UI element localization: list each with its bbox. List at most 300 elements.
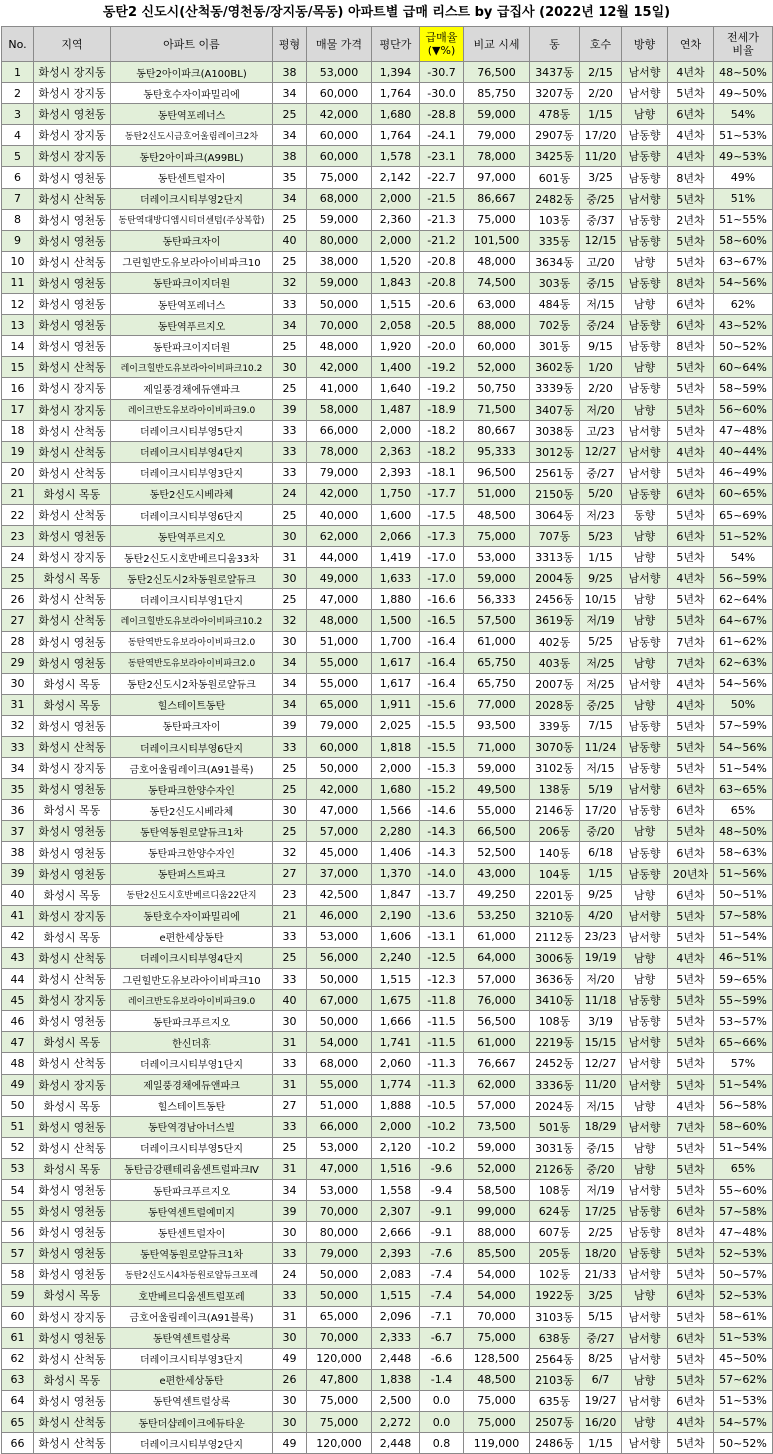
cell-compare-price: 65,750 (464, 673, 530, 694)
cell-direction: 남서향 (622, 62, 668, 83)
cell-price: 70,000 (307, 1327, 372, 1348)
cell-region: 화성시 영천동 (34, 272, 111, 293)
cell-discount-rate: -7.4 (420, 1285, 464, 1306)
cell-floor: 중/20 (580, 821, 622, 842)
cell-discount-rate: -15.3 (420, 758, 464, 779)
header-direction: 방향 (622, 27, 668, 62)
cell-floor: 10/15 (580, 589, 622, 610)
cell-size: 34 (273, 694, 307, 715)
cell-discount-rate: -11.3 (420, 1053, 464, 1074)
cell-price: 53,000 (307, 1137, 372, 1158)
cell-no: 19 (2, 441, 34, 462)
cell-apartment-name: 동탄센트럴자이 (111, 1222, 273, 1243)
cell-jeonse-ratio: 51~54% (714, 1074, 773, 1095)
cell-apartment-name: 동탄역경남아너스빌 (111, 1116, 273, 1137)
cell-compare-price: 73,500 (464, 1116, 530, 1137)
cell-direction: 남동향 (622, 758, 668, 779)
cell-size: 27 (273, 863, 307, 884)
table-row (2, 399, 773, 420)
cell-year: 5년차 (668, 1032, 714, 1053)
cell-floor: 2/20 (580, 378, 622, 399)
cell-no: 50 (2, 1095, 34, 1116)
cell-direction: 남동향 (622, 863, 668, 884)
cell-direction: 남서향 (622, 462, 668, 483)
cell-region: 화성시 장지동 (34, 125, 111, 146)
cell-no: 49 (2, 1074, 34, 1095)
cell-year: 5년차 (668, 188, 714, 209)
cell-discount-rate: -21.2 (420, 230, 464, 251)
cell-region: 화성시 영천동 (34, 1327, 111, 1348)
table-row (2, 1095, 773, 1116)
cell-size: 33 (273, 1243, 307, 1264)
cell-direction: 남향 (622, 357, 668, 378)
cell-size: 39 (273, 715, 307, 736)
table-row (2, 1158, 773, 1179)
cell-price-per-pyeong: 2,240 (372, 947, 420, 968)
cell-dong: 3407동 (530, 399, 580, 420)
header-discount-rate-unit: (▼%) (427, 44, 456, 57)
cell-dong: 2112동 (530, 926, 580, 947)
cell-compare-price: 101,500 (464, 230, 530, 251)
cell-price: 60,000 (307, 146, 372, 167)
cell-jeonse-ratio: 53~57% (714, 1011, 773, 1032)
cell-dong: 635동 (530, 1390, 580, 1411)
cell-floor: 저/20 (580, 399, 622, 420)
cell-jeonse-ratio: 51~52% (714, 526, 773, 547)
cell-jeonse-ratio: 48~50% (714, 62, 773, 83)
cell-no: 30 (2, 673, 34, 694)
table-row (2, 547, 773, 568)
table-row (2, 821, 773, 842)
cell-discount-rate: -11.3 (420, 1074, 464, 1095)
cell-jeonse-ratio: 51~53% (714, 1390, 773, 1411)
cell-jeonse-ratio: 56~60% (714, 399, 773, 420)
cell-floor: 17/25 (580, 1201, 622, 1222)
cell-jeonse-ratio: 51~54% (714, 926, 773, 947)
cell-discount-rate: -22.7 (420, 167, 464, 188)
cell-size: 25 (273, 821, 307, 842)
cell-discount-rate: -17.5 (420, 504, 464, 525)
cell-jeonse-ratio: 65~69% (714, 504, 773, 525)
cell-no: 59 (2, 1285, 34, 1306)
table-row (2, 589, 773, 610)
cell-apartment-name: 동탄역포레너스 (111, 104, 273, 125)
cell-discount-rate: -13.7 (420, 884, 464, 905)
cell-floor: 23/23 (580, 926, 622, 947)
cell-compare-price: 54,000 (464, 1264, 530, 1285)
cell-size: 33 (273, 926, 307, 947)
cell-size: 32 (273, 610, 307, 631)
cell-dong: 335동 (530, 230, 580, 251)
table-row (2, 272, 773, 293)
cell-price-per-pyeong: 1,520 (372, 251, 420, 272)
cell-jeonse-ratio: 55~60% (714, 1179, 773, 1200)
table-row (2, 251, 773, 272)
cell-price-per-pyeong: 1,640 (372, 378, 420, 399)
cell-no: 6 (2, 167, 34, 188)
cell-size: 26 (273, 1369, 307, 1390)
cell-size: 25 (273, 947, 307, 968)
cell-price: 80,000 (307, 230, 372, 251)
cell-year: 5년차 (668, 1306, 714, 1327)
cell-dong: 601동 (530, 167, 580, 188)
cell-direction: 남동향 (622, 842, 668, 863)
cell-price: 58,000 (307, 399, 372, 420)
cell-no: 7 (2, 188, 34, 209)
cell-no: 11 (2, 272, 34, 293)
cell-jeonse-ratio: 45~50% (714, 1348, 773, 1369)
cell-apartment-name: 레이크힐반도유보라아이비파크10.2 (111, 357, 273, 378)
cell-jeonse-ratio: 51~53% (714, 1327, 773, 1348)
cell-price: 60,000 (307, 83, 372, 104)
cell-year: 2년차 (668, 209, 714, 230)
cell-price-per-pyeong: 2,448 (372, 1348, 420, 1369)
cell-dong: 2004동 (530, 568, 580, 589)
cell-discount-rate: -17.0 (420, 568, 464, 589)
table-row (2, 315, 773, 336)
table-row (2, 1433, 773, 1454)
cell-direction: 남서향 (622, 1327, 668, 1348)
cell-compare-price: 95,333 (464, 441, 530, 462)
cell-year: 6년차 (668, 884, 714, 905)
table-row (2, 800, 773, 821)
cell-dong: 102동 (530, 1264, 580, 1285)
cell-region: 화성시 장지동 (34, 399, 111, 420)
cell-floor: 16/20 (580, 1412, 622, 1433)
cell-jeonse-ratio: 54~56% (714, 272, 773, 293)
cell-jeonse-ratio: 57% (714, 1053, 773, 1074)
cell-price-per-pyeong: 2,058 (372, 315, 420, 336)
cell-jeonse-ratio: 65% (714, 1158, 773, 1179)
cell-year: 6년차 (668, 483, 714, 504)
cell-apartment-name: 더레이크시티부영3단지 (111, 462, 273, 483)
cell-discount-rate: -16.4 (420, 652, 464, 673)
cell-floor: 12/27 (580, 441, 622, 462)
cell-discount-rate: -15.5 (420, 715, 464, 736)
cell-region: 화성시 영천동 (34, 652, 111, 673)
cell-direction: 남향 (622, 884, 668, 905)
cell-price: 67,000 (307, 990, 372, 1011)
cell-dong: 3102동 (530, 758, 580, 779)
cell-dong: 638동 (530, 1327, 580, 1348)
table-row (2, 188, 773, 209)
cell-year: 20년차 (668, 863, 714, 884)
cell-dong: 2007동 (530, 673, 580, 694)
cell-direction: 남서향 (622, 1390, 668, 1411)
cell-price: 66,000 (307, 1116, 372, 1137)
table-row (2, 652, 773, 673)
cell-compare-price: 76,667 (464, 1053, 530, 1074)
cell-price: 40,000 (307, 504, 372, 525)
cell-price-per-pyeong: 1,666 (372, 1011, 420, 1032)
cell-floor: 저/19 (580, 1179, 622, 1200)
cell-dong: 3619동 (530, 610, 580, 631)
cell-direction: 남서향 (622, 905, 668, 926)
table-row (2, 568, 773, 589)
table-row (2, 926, 773, 947)
cell-price-per-pyeong: 2,000 (372, 1116, 420, 1137)
cell-region: 화성시 영천동 (34, 631, 111, 652)
cell-apartment-name: 더레이크시티부영1단지 (111, 1053, 273, 1074)
cell-size: 30 (273, 357, 307, 378)
cell-region: 화성시 목동 (34, 673, 111, 694)
cell-jeonse-ratio: 50~51% (714, 884, 773, 905)
cell-discount-rate: -20.5 (420, 315, 464, 336)
cell-price: 57,000 (307, 821, 372, 842)
cell-compare-price: 57,500 (464, 610, 530, 631)
cell-no: 18 (2, 420, 34, 441)
cell-price-per-pyeong: 1,764 (372, 125, 420, 146)
cell-discount-rate: -20.0 (420, 336, 464, 357)
cell-apartment-name: 제일풍경채에듀앤파크 (111, 378, 273, 399)
cell-dong: 2028동 (530, 694, 580, 715)
cell-compare-price: 58,500 (464, 1179, 530, 1200)
cell-apartment-name: 동탄역포레너스 (111, 294, 273, 315)
cell-discount-rate: -19.2 (420, 357, 464, 378)
cell-direction: 남동향 (622, 483, 668, 504)
cell-price-per-pyeong: 1,920 (372, 336, 420, 357)
cell-floor: 5/20 (580, 483, 622, 504)
cell-dong: 103동 (530, 209, 580, 230)
cell-year: 8년차 (668, 1222, 714, 1243)
cell-no: 32 (2, 715, 34, 736)
cell-price-per-pyeong: 1,741 (372, 1032, 420, 1053)
cell-discount-rate: -6.7 (420, 1327, 464, 1348)
cell-dong: 2103동 (530, 1369, 580, 1390)
cell-price-per-pyeong: 1,558 (372, 1179, 420, 1200)
cell-price-per-pyeong: 1,600 (372, 504, 420, 525)
cell-size: 38 (273, 62, 307, 83)
table-row (2, 1222, 773, 1243)
cell-region: 화성시 산척동 (34, 969, 111, 990)
cell-apartment-name: 동탄2신도시호반베르디움22단지 (111, 884, 273, 905)
table-row (2, 1201, 773, 1222)
cell-discount-rate: -20.8 (420, 272, 464, 293)
cell-year: 5년차 (668, 1264, 714, 1285)
cell-dong: 2507동 (530, 1412, 580, 1433)
cell-apartment-name: 동탄센트럴자이 (111, 167, 273, 188)
table-row (2, 758, 773, 779)
cell-floor: 1/15 (580, 547, 622, 568)
cell-size: 25 (273, 104, 307, 125)
cell-discount-rate: -16.6 (420, 589, 464, 610)
cell-floor: 9/25 (580, 568, 622, 589)
cell-compare-price: 93,500 (464, 715, 530, 736)
cell-region: 화성시 산척동 (34, 589, 111, 610)
cell-compare-price: 71,000 (464, 737, 530, 758)
cell-direction: 남동향 (622, 800, 668, 821)
cell-compare-price: 52,000 (464, 1158, 530, 1179)
cell-year: 5년차 (668, 969, 714, 990)
cell-discount-rate: -17.0 (420, 547, 464, 568)
cell-size: 31 (273, 1032, 307, 1053)
cell-floor: 고/23 (580, 420, 622, 441)
cell-dong: 3437동 (530, 62, 580, 83)
cell-region: 화성시 영천동 (34, 294, 111, 315)
cell-dong: 3006동 (530, 947, 580, 968)
cell-discount-rate: -16.4 (420, 631, 464, 652)
table-row (2, 947, 773, 968)
cell-region: 화성시 영천동 (34, 821, 111, 842)
cell-discount-rate: -11.8 (420, 990, 464, 1011)
cell-jeonse-ratio: 56~59% (714, 568, 773, 589)
cell-year: 4년차 (668, 568, 714, 589)
cell-year: 4년차 (668, 62, 714, 83)
cell-apartment-name: 더레이크시티부영2단지 (111, 1433, 273, 1454)
cell-apartment-name: 동탄퍼스트파크 (111, 863, 273, 884)
cell-dong: 3012동 (530, 441, 580, 462)
cell-apartment-name: 더레이크시티부영4단지 (111, 441, 273, 462)
cell-region: 화성시 장지동 (34, 905, 111, 926)
cell-dong: 3070동 (530, 737, 580, 758)
cell-year: 5년차 (668, 589, 714, 610)
cell-price: 48,000 (307, 610, 372, 631)
cell-compare-price: 66,500 (464, 821, 530, 842)
cell-compare-price: 48,000 (464, 251, 530, 272)
cell-price: 120,000 (307, 1433, 372, 1454)
cell-floor: 5/23 (580, 526, 622, 547)
cell-dong: 140동 (530, 842, 580, 863)
cell-dong: 108동 (530, 1011, 580, 1032)
cell-apartment-name: 동탄역동원로얄듀크1차 (111, 1243, 273, 1264)
cell-discount-rate: -11.5 (420, 1032, 464, 1053)
table-row (2, 715, 773, 736)
cell-compare-price: 61,000 (464, 1032, 530, 1053)
cell-no: 15 (2, 357, 34, 378)
cell-price: 120,000 (307, 1348, 372, 1369)
cell-floor: 11/20 (580, 146, 622, 167)
cell-dong: 501동 (530, 1116, 580, 1137)
cell-size: 33 (273, 420, 307, 441)
cell-dong: 206동 (530, 821, 580, 842)
cell-price: 37,000 (307, 863, 372, 884)
cell-price: 55,000 (307, 652, 372, 673)
cell-size: 33 (273, 1285, 307, 1306)
cell-direction: 남동향 (622, 1201, 668, 1222)
cell-compare-price: 51,000 (464, 483, 530, 504)
cell-floor: 7/15 (580, 715, 622, 736)
cell-price-per-pyeong: 1,515 (372, 969, 420, 990)
cell-region: 화성시 산척동 (34, 947, 111, 968)
header-size: 평형 (273, 27, 307, 62)
cell-jeonse-ratio: 55~59% (714, 990, 773, 1011)
cell-compare-price: 62,000 (464, 1074, 530, 1095)
table-row (2, 1053, 773, 1074)
cell-no: 47 (2, 1032, 34, 1053)
cell-apartment-name: 동탄2신도시호반베르디움33차 (111, 547, 273, 568)
cell-no: 44 (2, 969, 34, 990)
cell-no: 25 (2, 568, 34, 589)
cell-no: 17 (2, 399, 34, 420)
cell-apartment-name: 동탄역푸르지오 (111, 526, 273, 547)
cell-year: 5년차 (668, 1158, 714, 1179)
cell-price-per-pyeong: 2,307 (372, 1201, 420, 1222)
cell-size: 30 (273, 526, 307, 547)
cell-price-per-pyeong: 1,500 (372, 610, 420, 631)
cell-price: 42,000 (307, 483, 372, 504)
cell-apartment-name: 동탄금강펜테리움센트럴파크Ⅳ (111, 1158, 273, 1179)
cell-price: 79,000 (307, 1243, 372, 1264)
table-row (2, 483, 773, 504)
cell-year: 5년차 (668, 462, 714, 483)
cell-region: 화성시 산척동 (34, 504, 111, 525)
table-row (2, 1306, 773, 1327)
cell-apartment-name: 더레이크시티부영1단지 (111, 589, 273, 610)
cell-price: 50,000 (307, 1264, 372, 1285)
cell-apartment-name: 더레이크시티부영4단지 (111, 947, 273, 968)
cell-size: 49 (273, 1348, 307, 1369)
header-discount-rate-label: 급매율 (425, 31, 458, 44)
cell-year: 5년차 (668, 1053, 714, 1074)
cell-year: 5년차 (668, 230, 714, 251)
header-jeonse-ratio-label: 전세가 (727, 31, 759, 44)
cell-discount-rate: -14.3 (420, 821, 464, 842)
table-row (2, 631, 773, 652)
table-row (2, 146, 773, 167)
cell-dong: 3602동 (530, 357, 580, 378)
cell-discount-rate: -16.5 (420, 610, 464, 631)
cell-price: 44,000 (307, 547, 372, 568)
table-row (2, 378, 773, 399)
cell-price-per-pyeong: 2,025 (372, 715, 420, 736)
cell-compare-price: 99,000 (464, 1201, 530, 1222)
cell-price-per-pyeong: 1,606 (372, 926, 420, 947)
table-row (2, 504, 773, 525)
cell-no: 38 (2, 842, 34, 863)
cell-direction: 남서향 (622, 1264, 668, 1285)
cell-dong: 339동 (530, 715, 580, 736)
table-row (2, 104, 773, 125)
cell-dong: 707동 (530, 526, 580, 547)
cell-jeonse-ratio: 58~59% (714, 378, 773, 399)
header-row (2, 27, 773, 62)
cell-no: 54 (2, 1179, 34, 1200)
cell-region: 화성시 산척동 (34, 1348, 111, 1369)
cell-price-per-pyeong: 2,142 (372, 167, 420, 188)
table-row (2, 1369, 773, 1390)
cell-compare-price: 61,000 (464, 631, 530, 652)
cell-jeonse-ratio: 60~65% (714, 483, 773, 504)
table-row (2, 1032, 773, 1053)
cell-price-per-pyeong: 2,363 (372, 441, 420, 462)
cell-compare-price: 59,000 (464, 758, 530, 779)
cell-apartment-name: 레이크힐반도유보라아이비파크10.2 (111, 610, 273, 631)
cell-dong: 3634동 (530, 251, 580, 272)
cell-region: 화성시 산척동 (34, 1053, 111, 1074)
header-name: 아파트 이름 (111, 27, 273, 62)
cell-size: 40 (273, 230, 307, 251)
cell-floor: 4/20 (580, 905, 622, 926)
cell-year: 4년차 (668, 146, 714, 167)
cell-year: 4년차 (668, 1095, 714, 1116)
cell-discount-rate: -7.6 (420, 1243, 464, 1264)
cell-jeonse-ratio: 58~60% (714, 1116, 773, 1137)
cell-no: 16 (2, 378, 34, 399)
cell-direction: 남서향 (622, 1433, 668, 1454)
cell-discount-rate: -28.8 (420, 104, 464, 125)
cell-size: 25 (273, 209, 307, 230)
cell-dong: 3425동 (530, 146, 580, 167)
table-row (2, 294, 773, 315)
cell-direction: 남동향 (622, 146, 668, 167)
cell-direction: 남동향 (622, 1222, 668, 1243)
cell-compare-price: 75,000 (464, 1412, 530, 1433)
cell-region: 화성시 목동 (34, 483, 111, 504)
cell-compare-price: 61,000 (464, 926, 530, 947)
cell-apartment-name: 동탄파크자이 (111, 230, 273, 251)
cell-region: 화성시 영천동 (34, 209, 111, 230)
cell-direction: 남동향 (622, 631, 668, 652)
